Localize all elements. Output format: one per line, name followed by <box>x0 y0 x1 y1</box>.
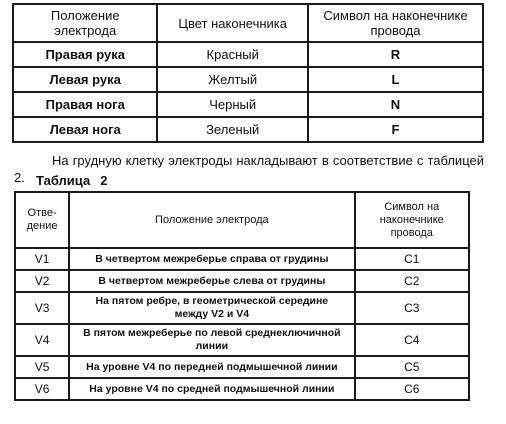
cell-lead: V4 <box>15 324 69 356</box>
header-electrode-position: Положение электрода <box>13 4 157 42</box>
table-row <box>13 117 483 142</box>
table-header-row <box>15 192 469 248</box>
table-row <box>15 356 469 378</box>
cell-position: Правая рука <box>13 42 157 67</box>
cell-lead: V6 <box>15 378 69 400</box>
cell-position: На пятом ребре, в геометрической середине между V2 и V4 <box>69 292 354 324</box>
cell-lead: V2 <box>15 270 69 292</box>
cell-position: Левая нога <box>13 117 157 142</box>
cell-lead: V5 <box>15 356 69 378</box>
cell-position: Левая рука <box>13 67 157 92</box>
caption-label: Таблица <box>36 173 91 188</box>
cell-symbol: L <box>308 67 483 92</box>
cell-symbol: C2 <box>355 270 469 292</box>
cell-lead: V3 <box>15 292 69 324</box>
cell-position: Правая нога <box>13 92 157 117</box>
chest-lead-table <box>14 191 470 401</box>
cell-symbol: C3 <box>355 292 469 324</box>
cell-symbol: R <box>308 42 483 67</box>
table-row <box>15 248 469 270</box>
table-row <box>13 67 483 92</box>
header-wire-symbol: Символ на наконечнике провода <box>308 4 483 42</box>
cell-symbol: N <box>308 92 483 117</box>
cell-position: В четвертом межреберье справа от грудины <box>69 248 354 270</box>
cell-color: Черный <box>157 92 308 117</box>
cell-lead: V1 <box>15 248 69 270</box>
cell-position: В пятом межреберье по левой среднеключичной линии <box>69 324 354 356</box>
cell-color: Красный <box>157 42 308 67</box>
body-text: На грудную клетку электроды накладывают в соответствие с таблицей 2. <box>14 153 484 185</box>
cell-position: На уровне V4 по средней подмышечной линии <box>69 378 354 400</box>
header-wire-symbol: Символ на наконечнике провода <box>355 192 469 248</box>
table-row <box>13 92 483 117</box>
header-lead: Отве- дение <box>15 192 69 248</box>
table-caption <box>36 173 107 188</box>
table-row <box>13 42 483 67</box>
table-row <box>15 270 469 292</box>
cell-position: В четвертом межреберье слева от грудины <box>69 270 354 292</box>
cell-symbol: C1 <box>355 248 469 270</box>
header-tip-color: Цвет наконечника <box>157 4 308 42</box>
table-row <box>15 378 469 400</box>
cell-symbol: F <box>308 117 483 142</box>
header-electrode-position: Положение электрода <box>69 192 354 248</box>
cell-color: Зеленый <box>157 117 308 142</box>
cell-symbol: C6 <box>355 378 469 400</box>
table-row <box>15 324 469 356</box>
cell-color: Желтый <box>157 67 308 92</box>
cell-symbol: C5 <box>355 356 469 378</box>
table-header-row <box>13 4 483 42</box>
caption-number: 2 <box>100 173 108 188</box>
electrode-color-table <box>12 3 484 143</box>
cell-symbol: C4 <box>355 324 469 356</box>
cell-position: На уровне V4 по передней подмышечной линии <box>69 356 354 378</box>
table-row <box>15 292 469 324</box>
